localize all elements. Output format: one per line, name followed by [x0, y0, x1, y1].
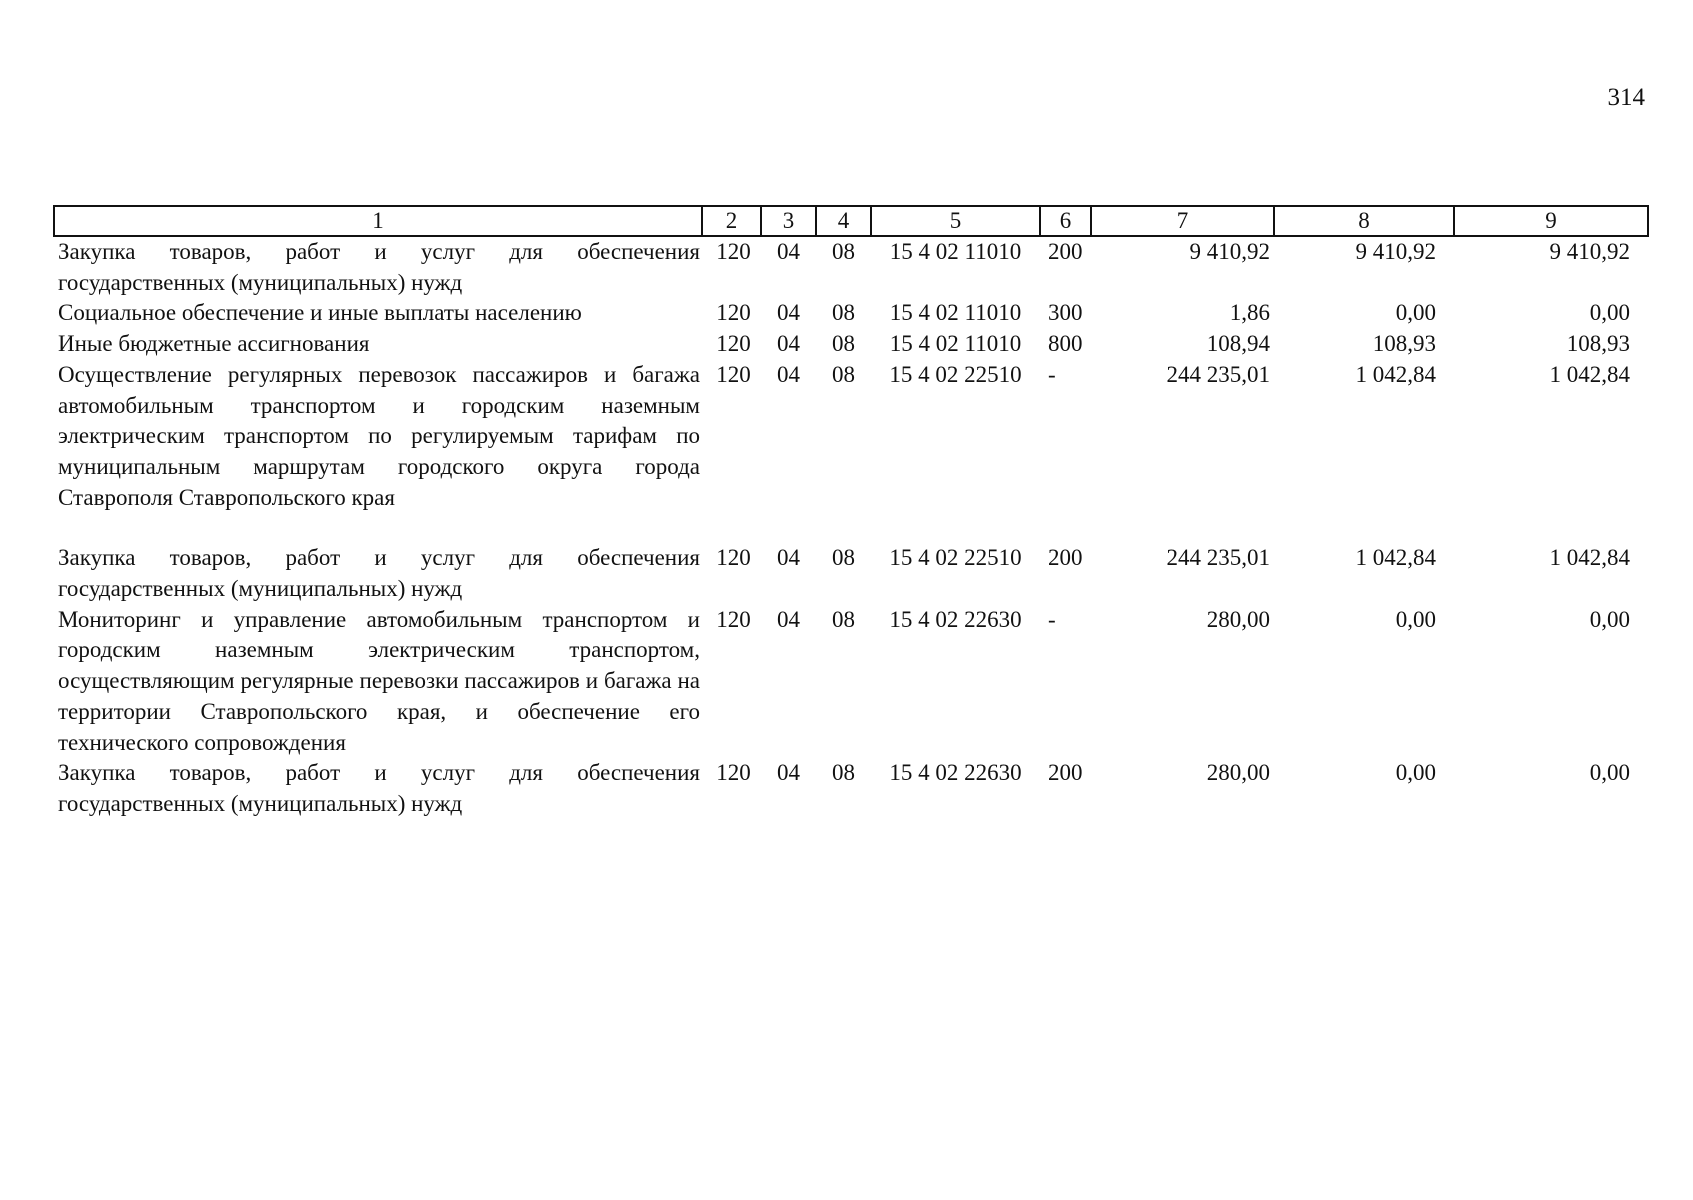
- row-amount-7: 244 235,01: [1166, 361, 1270, 387]
- header-col-8: 8: [1274, 206, 1454, 236]
- row-amount-8: 0,00: [1395, 606, 1436, 632]
- row-amount-9: 0,00: [1589, 606, 1630, 632]
- row-amount-7: 280,00: [1206, 760, 1270, 786]
- row-amount-9: 9 410,92: [1549, 239, 1630, 264]
- row-code-2: 120: [716, 545, 751, 571]
- table-row: [54, 329, 1648, 360]
- row-amount-7: 1,86: [1229, 300, 1270, 326]
- row-code-5: 15 4 02 11010: [889, 239, 1022, 264]
- row-code-3: 04: [777, 239, 800, 264]
- row-code-3: 04: [777, 331, 800, 357]
- row-amount-9: 0,00: [1589, 760, 1630, 786]
- header-col-7: 7: [1091, 206, 1274, 236]
- row-code-3: 04: [777, 545, 800, 571]
- header-col-2: 2: [702, 206, 761, 236]
- row-code-5: 15 4 02 22510: [889, 545, 1022, 571]
- row-code-4: 08: [832, 606, 855, 632]
- header-col-1: 1: [54, 206, 702, 236]
- budget-table: [53, 205, 1649, 820]
- row-amount-9: 0,00: [1589, 300, 1630, 326]
- row-name: Закупка товаров, работ и услуг для обеспечения государственных (муниципальных) нужд: [58, 239, 700, 295]
- header-col-3: 3: [761, 206, 816, 236]
- row-name: Закупка товаров, работ и услуг для обеспечения государственных (муниципальных) нужд: [58, 760, 700, 816]
- row-code-5: 15 4 02 11010: [889, 331, 1022, 357]
- row-amount-8: 9 410,92: [1355, 239, 1436, 264]
- row-code-6: -: [1048, 361, 1056, 387]
- row-amount-7: 108,94: [1206, 331, 1270, 357]
- row-code-6: 200: [1048, 545, 1083, 571]
- row-code-2: 120: [716, 361, 751, 387]
- row-code-2: 120: [716, 606, 751, 632]
- row-amount-8: 1 042,84: [1355, 361, 1436, 387]
- row-code-2: 120: [716, 331, 751, 357]
- row-name: Закупка товаров, работ и услуг для обеспечения государственных (муниципальных) нужд: [58, 545, 700, 602]
- row-code-4: 08: [832, 361, 855, 387]
- row-code-4: 08: [832, 760, 855, 786]
- row-code-5: 15 4 02 11010: [889, 300, 1022, 326]
- row-amount-9: 1 042,84: [1549, 545, 1630, 571]
- row-code-5: 15 4 02 22630: [889, 760, 1022, 786]
- row-code-6: 200: [1048, 760, 1083, 786]
- table-row: [54, 360, 1648, 514]
- row-amount-9: 1 042,84: [1549, 361, 1630, 387]
- row-amount-9: 108,93: [1566, 331, 1630, 357]
- spacer-row: [54, 513, 1648, 543]
- row-amount-8: 0,00: [1395, 300, 1436, 326]
- column-number-header: [54, 206, 1648, 236]
- table-row: [54, 543, 1648, 604]
- row-code-3: 04: [777, 300, 800, 326]
- header-col-5: 5: [871, 206, 1040, 236]
- row-code-2: 120: [716, 300, 751, 326]
- table-row: [54, 236, 1648, 298]
- row-amount-8: 1 042,84: [1355, 545, 1436, 571]
- table-row: [54, 605, 1648, 759]
- table-row: [54, 298, 1648, 329]
- row-name: Иные бюджетные ассигнования: [58, 331, 370, 357]
- row-code-4: 08: [832, 331, 855, 357]
- row-code-2: 120: [716, 760, 751, 786]
- row-code-6: 200: [1048, 239, 1083, 264]
- row-amount-8: 108,93: [1372, 331, 1436, 357]
- spacer-cell: [54, 513, 1648, 543]
- row-code-2: 120: [716, 239, 751, 264]
- row-amount-8: 0,00: [1395, 760, 1436, 786]
- row-amount-7: 9 410,92: [1189, 239, 1270, 264]
- row-code-6: -: [1048, 606, 1056, 632]
- row-code-4: 08: [832, 545, 855, 571]
- row-code-3: 04: [777, 606, 800, 632]
- row-name: Мониторинг и управление автомобильным транспортом и городским наземным электрическим транспортом, осуществляющим регулярные перевозки пассажиров и багажа на территории Ставропольского края, и обеспечение его технического сопровождения: [58, 606, 700, 755]
- row-code-4: 08: [832, 239, 855, 264]
- row-code-3: 04: [777, 361, 800, 387]
- row-code-6: 300: [1048, 300, 1083, 326]
- row-code-5: 15 4 02 22510: [889, 361, 1022, 387]
- row-code-6: 800: [1048, 331, 1083, 357]
- page-number: 314: [1607, 84, 1645, 111]
- row-amount-7: 280,00: [1206, 606, 1270, 632]
- header-col-9: 9: [1454, 206, 1648, 236]
- row-amount-7: 244 235,01: [1166, 545, 1270, 571]
- row-code-4: 08: [832, 300, 855, 326]
- row-code-5: 15 4 02 22630: [889, 606, 1022, 632]
- header-col-6: 6: [1040, 206, 1091, 236]
- header-col-4: 4: [816, 206, 871, 236]
- row-name: Осуществление регулярных перевозок пассажиров и багажа автомобильным транспортом и городским наземным электрическим транспортом по регулируемым тарифам по муниципальным маршрутам городского округа города Ставрополя Ставропольского края: [58, 361, 700, 510]
- table-row: [54, 758, 1648, 819]
- row-name: Социальное обеспечение и иные выплаты населению: [58, 300, 582, 326]
- row-code-3: 04: [777, 760, 800, 786]
